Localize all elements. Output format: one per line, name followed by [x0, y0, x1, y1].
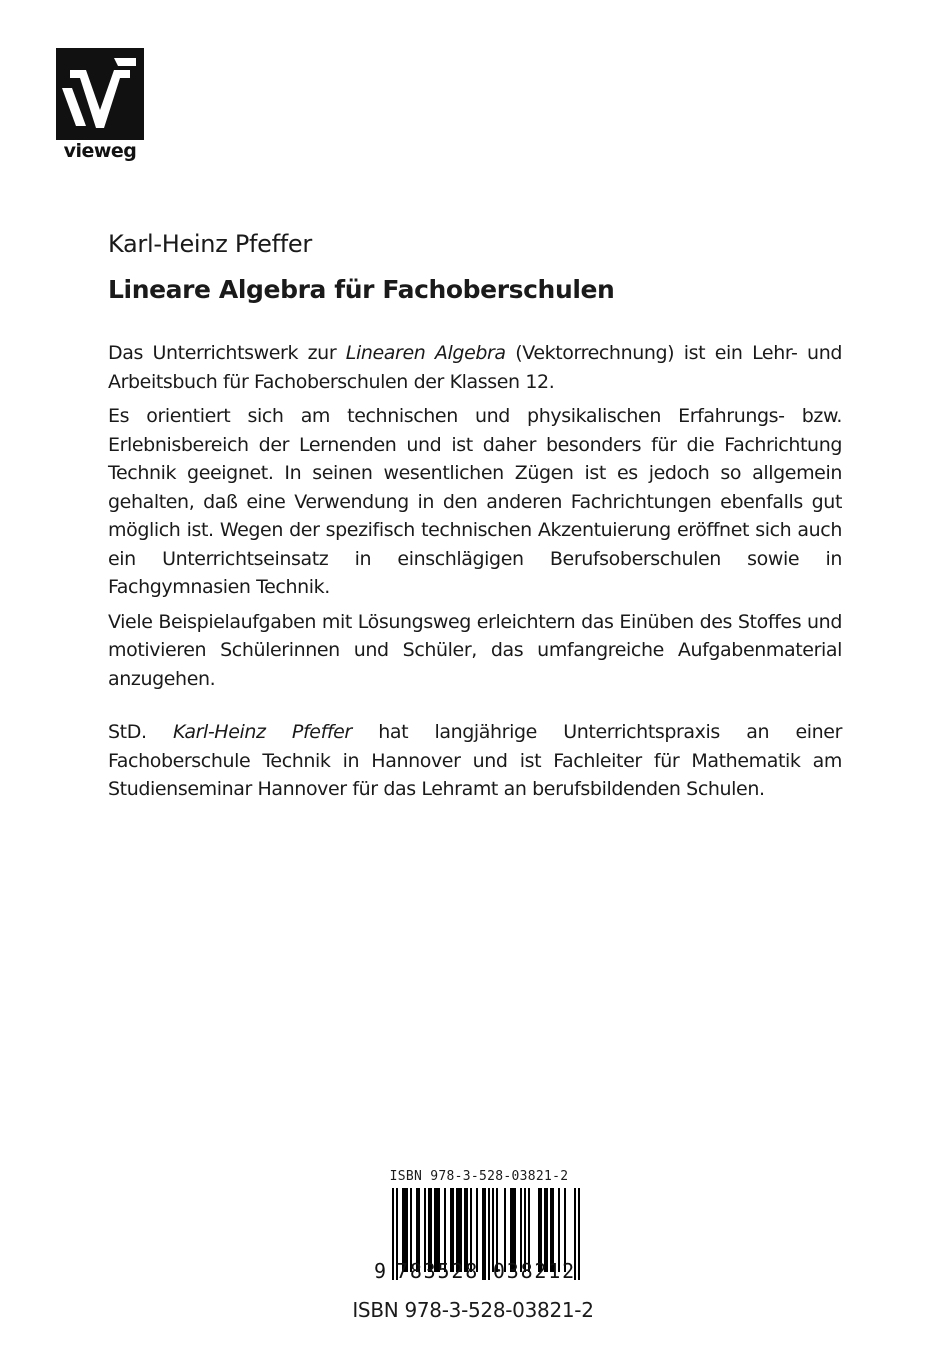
blurb [108, 339, 842, 804]
book-title: Lineare Algebra für Fachoberschulen [108, 275, 615, 304]
isbn-bottom: ISBN 978-3-528-03821-2 [352, 1298, 594, 1322]
barcode-bar [578, 1188, 580, 1280]
vieweg-v-logo-icon [56, 48, 144, 148]
author-bio [108, 718, 842, 804]
blurb-paragraph-2: Es orientiert sich am technischen und physikalischen Erfahrungs- bzw. Erlebnisbereich der Lernenden und ist daher besonders für die Fachrichtung Technik geeignet. In seinen wesentlichen Zügen ist es jedoch so allgemein gehalten, daß eine Verwendung in den anderen Fachrichtungen ebenfalls gut möglich ist. Wegen der spezifisch technischen Akzentuierung eröffnet sich auch ein Unterrichtseinsatz in einschlägigen Berufsoberschulen sowie in Fachgymnasien Technik. [108, 405, 842, 598]
blurb-paragraph-3: Viele Beispielaufgaben mit Lösungsweg erleichtern das Einüben des Stoffes und motivieren Schülerinnen und Schüler, das umfangreiche Aufgabenmaterial anzugehen. [108, 610, 842, 690]
blurb-paragraph-1 [108, 339, 842, 396]
back-cover-content [108, 228, 842, 810]
bio-author-name: Karl-Heinz Pfeffer [172, 721, 352, 743]
barcode-digit-groups: 783528 038212 [396, 1259, 576, 1283]
blurb-text: Das Unterrichtswerk zur [108, 342, 346, 364]
barcode-bar [392, 1188, 394, 1280]
publisher-name: vieweg [63, 140, 137, 162]
blurb-text: (Vektorrechnung) ist ein Lehr- und Arbeitsbuch für Fachoberschulen der Klassen 12. [108, 342, 842, 393]
barcode-first-digit: 9 [374, 1259, 387, 1283]
barcode-isbn-label: ISBN 978-3-528-03821-2 [389, 1169, 569, 1184]
blurb-emphasis: Linearen Algebra [345, 342, 506, 364]
bio-text: StD. [108, 721, 173, 743]
barcode-block [372, 1168, 586, 1284]
book-author: Karl-Heinz Pfeffer [108, 230, 312, 258]
bio-text: hat langjährige Unterrichtspraxis an einer Fachoberschule Technik in Hannover und ist Fachleiter für Mathematik am Studienseminar Hannover für das Lehramt an berufsbildenden Schulen. [108, 721, 842, 800]
